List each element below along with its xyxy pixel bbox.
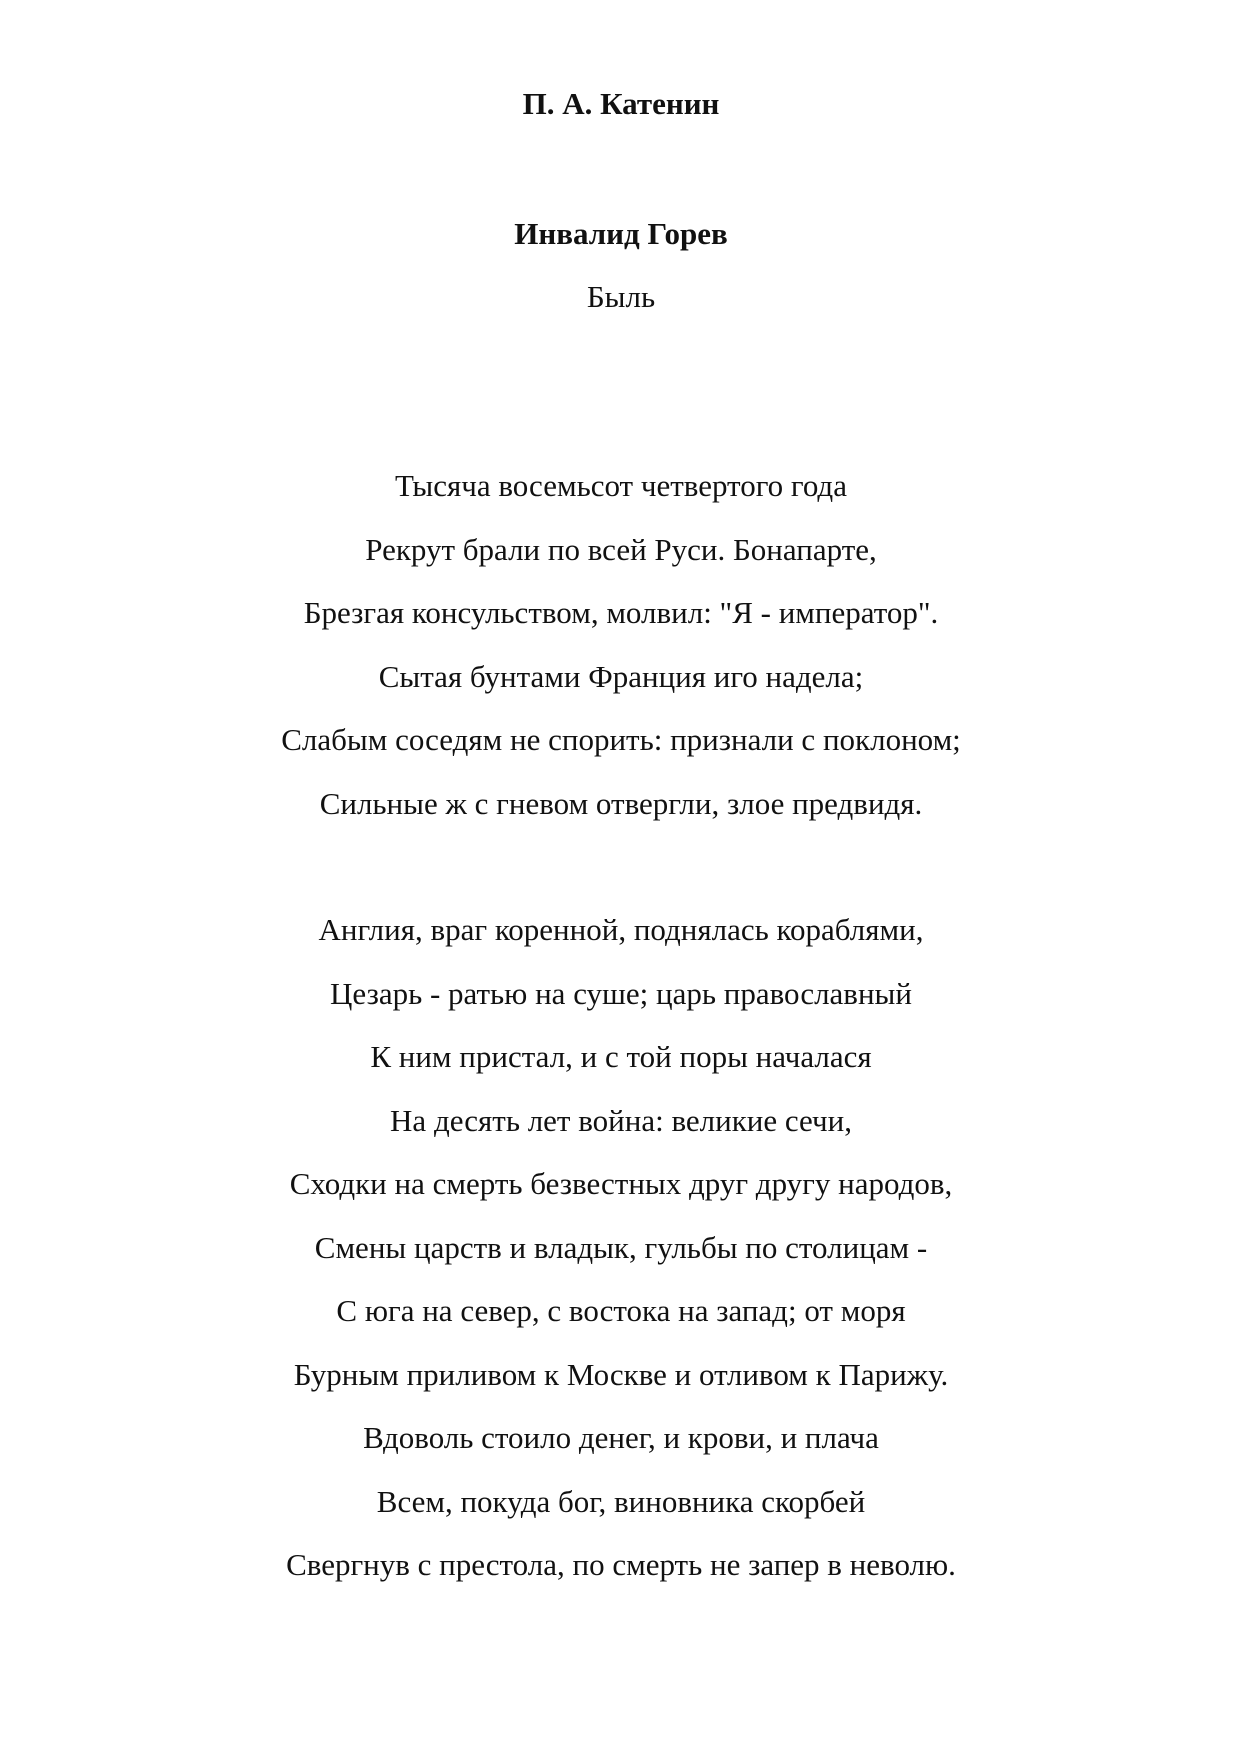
verse-line: Сильные ж с гневом отвергли, злое предвидя. [319, 785, 923, 821]
verse-line: Тысяча восемьсот четвертого года [395, 468, 847, 503]
author-name: П. А. Катенин [522, 86, 720, 121]
verse-line: Смены царств и владык, гульбы по столицам - [314, 1229, 928, 1265]
poem-subtitle: Быль [586, 279, 656, 314]
verse-line: Сходки на смерть безвестных друг другу народов, [289, 1166, 953, 1201]
verse-line: Бурным приливом к Москве и отливом к Парижу. [293, 1356, 949, 1392]
verse-line: Брезгая консульством, молвил: "Я - император". [303, 595, 939, 630]
verse-line: Сытая бунтами Франция иго надела; [378, 658, 864, 694]
stanza-2 [0, 910, 1242, 1609]
verse-line: Слабым соседям не спорить: признали с поклоном; [281, 722, 961, 757]
verse-line: Англия, враг коренной, поднялась кораблями, [318, 912, 924, 947]
verse-line: Вдоволь стоило денег, и крови, и плача [363, 1420, 879, 1455]
verse-line: Свергнув с престола, по смерть не запер в неволю. [286, 1547, 956, 1582]
verse-line: С юга на север, с востока на запад; от моря [336, 1293, 906, 1328]
verse-line: Цезарь - ратью на суше; царь православный [330, 975, 912, 1011]
verse-line: Всем, покуда бог, виновника скорбей [376, 1483, 866, 1519]
poem-title: Инвалид Горев [514, 216, 728, 251]
verse-line: К ним пристал, и с той поры началася [370, 1039, 872, 1074]
stanza-1 [0, 466, 1242, 847]
verse-line: На десять лет война: великие сечи, [390, 1102, 852, 1138]
verse-line: Рекрут брали по всей Руси. Бонапарте, [365, 531, 877, 567]
